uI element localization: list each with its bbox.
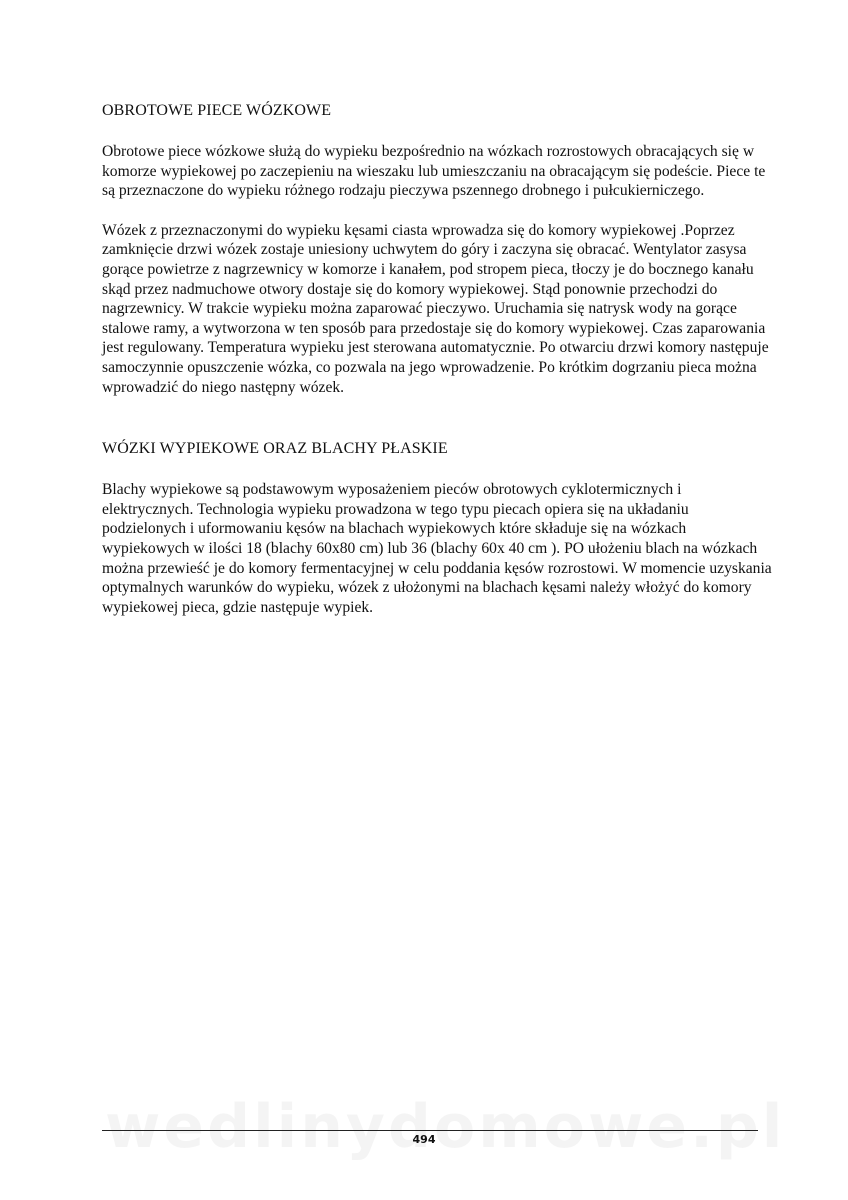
paragraph: Blachy wypiekowe są podstawowym wyposażeniem pieców obrotowych cyklotermicznych i elektrycznych. Technologia wypieku prowadzona w tego typu piecach opiera się na układaniu podzielonych i uformowaniu kęsów na blachach wypiekowych które składuje się na wózkach wypiekowych w ilości 18 (blachy 60x80 cm) lub 36 (blachy 60x 40 cm ). PO ułożeniu blach na wózkach można przewieść je do komory fermentacyjnej w celu poddania kęsów rozrostowi. W momencie uzyskania optymalnych warunków do wypieku, wózek z ułożonymi na blachach kęsami należy włożyć do komory wypiekowej pieca, gdzie następuje wypiek. (102, 481, 772, 616)
page-number: 494 (412, 1133, 436, 1146)
watermark (105, 1092, 755, 1162)
section-baking-trolleys (102, 439, 772, 617)
footer-divider (102, 1130, 758, 1131)
section-spacer (102, 417, 772, 439)
section-rotary-ovens (102, 101, 772, 397)
section-heading: WÓZKI WYPIEKOWE ORAZ BLACHY PŁASKIE (102, 440, 448, 458)
paragraph: Wózek z przeznaczonymi do wypieku kęsami ciasta wprowadza się do komory wypiekowej .Poprzez zamknięcie drzwi wózek zostaje uniesiony uchwytem do góry i zaczyna się obracać. Wentylator zasysa gorące powietrze z nagrzewnicy w komorze i kanałem, pod stropem pieca, tłoczy je do bocznego kanału skąd przez nadmuchowe otwory dostaje się do komory wypiekowej. Stąd ponownie przechodzi do nagrzewnicy. W trakcie wypieku można zaparować pieczywo. Uruchamia się natrysk wody na gorące stalowe ramy, a wytworzona w ten sposób para przedostaje się do komory wypiekowej. Czas zaparowania jest regulowany. Temperatura wypieku jest sterowana automatycznie. Po otwarciu drzwi komory następuje samoczynnie opuszczenie wózka, co pozwala na jego wprowadzenie. Po krótkim dogrzaniu pieca można wprowadzić do niego następny wózek. (102, 221, 769, 396)
document-body (102, 101, 772, 637)
paragraph: Obrotowe piece wózkowe służą do wypieku bezpośrednio na wózkach rozrostowych obracających się w komorze wypiekowej po zaczepieniu na wieszaku lub umieszczaniu na obracającym się podeście. Piece te są przeznaczone do wypieku różnego rodzaju pieczywa pszennego drobnego i pułcukierniczego. (102, 143, 766, 200)
section-heading: OBROTOWE PIECE WÓZKOWE (102, 102, 332, 119)
